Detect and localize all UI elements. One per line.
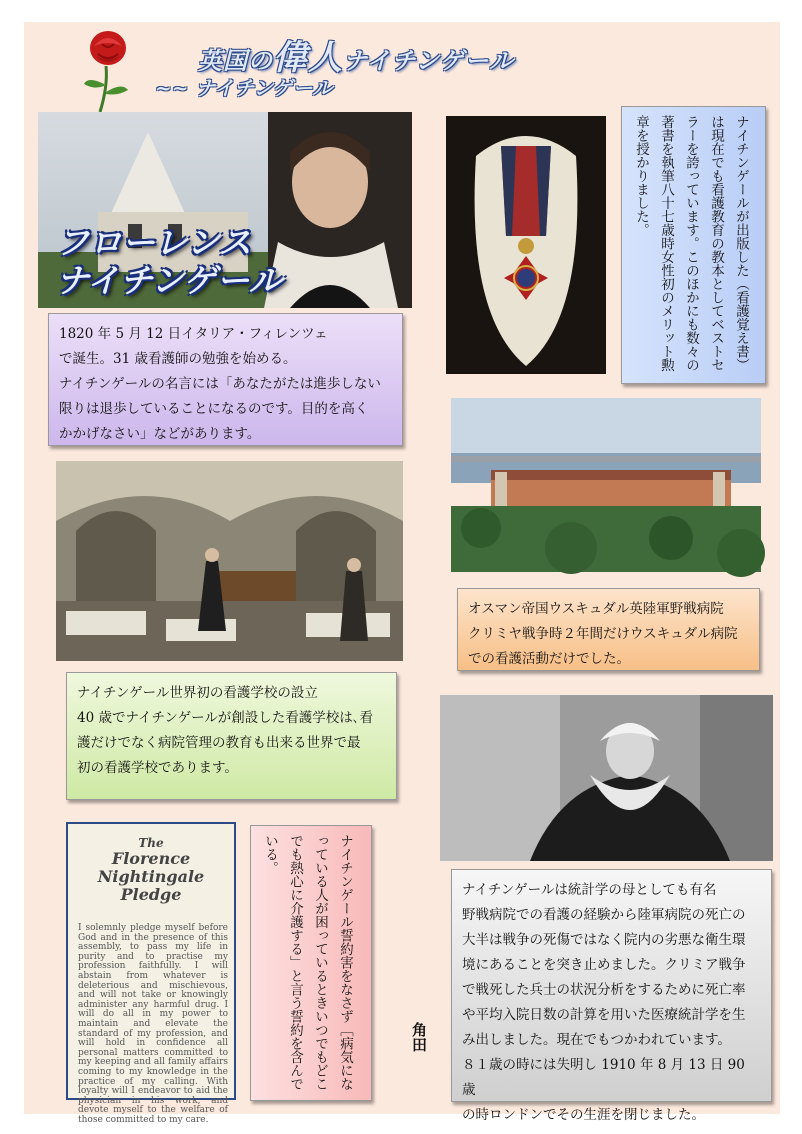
hospital-line: オスマン帝国ウスキュダル英陸軍野戦病院 [468,601,724,617]
elderly-portrait-photo [440,695,773,861]
school-textbox [66,672,397,800]
page-title [198,30,678,78]
stats-line: 野戦病院での看護の経験から陸軍病院の死亡の [462,907,746,923]
subtitle-dash-icon: ~~ [155,76,196,100]
pledge-heading [68,836,234,904]
school-line: 初の看護学校であります。 [77,760,238,776]
bio-line: 1820 年 5 月 12 日イタリア・フィレンツェ [59,326,328,342]
bio-line: ナイチンゲールの名言には「あなたがたは進歩しない [59,376,381,392]
portrait-photo [38,112,412,308]
pledge-textbox [250,825,372,1101]
hospital-ward-illustration [56,461,403,661]
pledge-body-text: I solemnly pledge myself before God and in the presence of this assembly, to pass my life in purity and to practise my profession faithfully. I will abstain from whatever is deleterious and mischievous, and will not take or knowingly administer any harmful drug. I will do all in my power to maintain and elevate the standard of my profession, and will hold in confidence all personal matters committed to my keeping and all family affairs coming to my knowledge in the practice of my calling. With loyalty will I endeavor to aid the physician in his work, and devote myself to the welfare of those committed to my care. [78,923,228,1125]
pledge-title-line2: Pledge [120,885,182,904]
title-suffix: ナイチンゲール [343,46,515,75]
statistics-textbox [451,869,772,1123]
stats-line: み出しました。現在でもつかわれています。 [462,1032,731,1048]
pledge-text: ナイチンゲール誓約害をなさず［病気になっている人が困っているときいつでもどこでも熱心に介護する」と言う誓約を含んでいる。 [262,834,353,1091]
book-text: ナイチンゲールが出版した（看護覚え書）は現在でも看護教育の教本としてベストセラーを誇っています。このほかにも数々の著書を執筆八十七歳時女性初のメリット勲章を授かりました。 [633,115,749,372]
portrait-overlay-title [56,224,336,300]
pledge-the: The [138,836,164,850]
school-line: 護だけでなく病院管理の教育も出来る世界で最 [77,735,361,751]
stats-line: 境にあることを突き止めました。クリミア戦争 [462,957,746,973]
school-line: ナイチンゲール世界初の看護学校の設立 [77,685,318,701]
pledge-document-image [66,822,236,1125]
hospital-line: での看護活動だけでした。 [468,651,630,667]
medal-photo [446,116,606,374]
hospital-textbox [457,588,760,671]
pledge-title-line1: Florence Nightingale [97,849,205,886]
bio-textbox [48,313,403,446]
stats-line: 大半は戦争の死傷ではなく院内の劣悪な衛生環 [462,932,746,948]
stats-line: ナイチンゲールは統計学の母としても有名 [462,882,717,898]
hospital-line: クリミヤ戦争時２年間だけウスキュダル病院 [468,626,738,642]
stats-line: や平均入院日数の計算を用いた医療統計学を生 [462,1007,746,1023]
author-name: 角田 [410,1022,428,1052]
subtitle-text: ナイチンゲール [195,76,333,100]
book-textbox [621,106,766,384]
school-line: 40 歳でナイチンゲールが創設した看護学校は､看 [77,710,374,726]
title-prefix: 英国の [198,46,273,75]
overlay-line1: フローレンス [56,223,252,262]
stats-line: ８１歳の時には失明し 1910 年 8 月 13 日 90 歳 [462,1057,745,1098]
bio-line: かかげなさい」などがあります。 [59,426,261,442]
bio-line: で誕生。31 歳看護師の勉強を始める。 [59,351,297,367]
hospital-panorama-photo [451,398,761,572]
page-subtitle [155,72,455,100]
title-big: 偉人 [273,38,343,78]
overlay-line2: ナイチンゲール [56,261,282,300]
bio-line: 限りは退歩していることになるのです。目的を高く [59,401,369,417]
stats-line: の時ロンドンでその生涯を閉じました。 [462,1107,705,1123]
rose-icon [78,26,138,114]
stats-line: で戦死した兵士の状況分析をするために死亡率 [462,982,746,998]
